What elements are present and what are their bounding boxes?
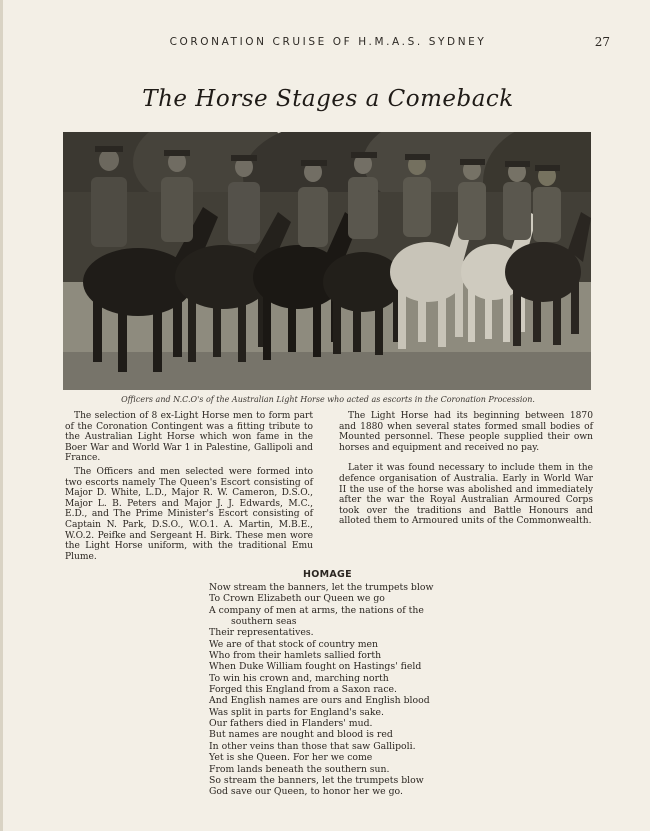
photo-caption: Officers and N.C.O's of the Australian Light Horse who acted as escorts in the Coronation Procession.: [121, 395, 535, 404]
poem-line: Who from their hamlets sallied forth: [209, 650, 382, 662]
article-title: The Horse Stages a Comeback: [142, 86, 514, 112]
poem-line: To win his crown and, marching north: [209, 672, 389, 684]
page-number: 27: [594, 35, 610, 49]
poem-line: Our fathers died in Flanders' mud.: [209, 718, 373, 730]
poem-line: When Duke William fought on Hastings' field: [209, 661, 422, 673]
left-column: [65, 411, 313, 565]
poem-title: HOMAGE: [303, 569, 352, 580]
running-header: CORONATION CRUISE OF H.M.A.S. SYDNEY: [169, 36, 487, 48]
poem-line: So stream the banners, let the trumpets blow: [209, 774, 424, 786]
poem-line: To Crown Elizabeth our Queen we go: [209, 593, 385, 605]
poem-line: Now stream the banners, let the trumpets blow: [209, 582, 434, 593]
poem-line: And English names are ours and English blood: [209, 695, 430, 707]
left-paragraph-1: The selection of 8 ex-Light Horse men to form part of the Coronation Contingent was a fitting tribute to the Australian Light Horse which won fame in the Boer War and World War 1 in Palestine, Gallipoli and France.: [65, 411, 313, 464]
left-paragraph-2: The Officers and men selected were formed into two escorts namely The Queen's Escort consisting of Major D. White, L.D., Major R. W. Cameron, D.S.O., Major L. B. Peters and Major J. J. Edwards, M.C., E.D., and The Prime Minister's Escort consisting of Captain N. Park, D.S.O., W.O.1. A. Martin, M.B.E., W.O.2. Peifke and Sergeant H. Birk. These men wore the Light Horse uniform, with the traditional Emu Plume.: [65, 466, 313, 562]
poem-line: From lands beneath the southern sun.: [209, 763, 390, 775]
poem-body: [209, 582, 509, 798]
right-paragraph-1: The Light Horse had its beginning between 1870 and 1880 when several states formed small bodies of Mounted personnel. These people supplied their own horses and equipment and received no pay.: [339, 411, 593, 453]
poem-line: Yet is she Queen. For her we come: [209, 752, 373, 764]
poem-line: God save our Queen, to honor her we go.: [209, 786, 403, 798]
right-paragraph-2: Later it was found necessary to include them in the defence organisation of Australia. Early in World War II the use of the horse was abolished and immediately after the war the Royal Australian Armoured Corps took over the traditions and Battle Honours and alloted them to Armoured units of the Commonwealth.: [339, 463, 593, 527]
right-column: [339, 411, 593, 537]
poem-line: A company of men at arms, the nations of the: [209, 604, 424, 616]
poem-line: Forged this England from a Saxon race.: [209, 684, 397, 696]
poem-line: We are of that stock of country men: [209, 638, 379, 650]
poem-line: But names are nought and blood is red: [209, 729, 393, 741]
poem-line: southern seas: [231, 616, 297, 628]
poem-line: In other veins than those that saw Gallipoli.: [209, 740, 416, 752]
light-horse-photograph: [63, 132, 591, 390]
poem-line: Their representatives.: [209, 627, 314, 639]
poem-line: Was split in parts for England's sake.: [209, 706, 384, 718]
